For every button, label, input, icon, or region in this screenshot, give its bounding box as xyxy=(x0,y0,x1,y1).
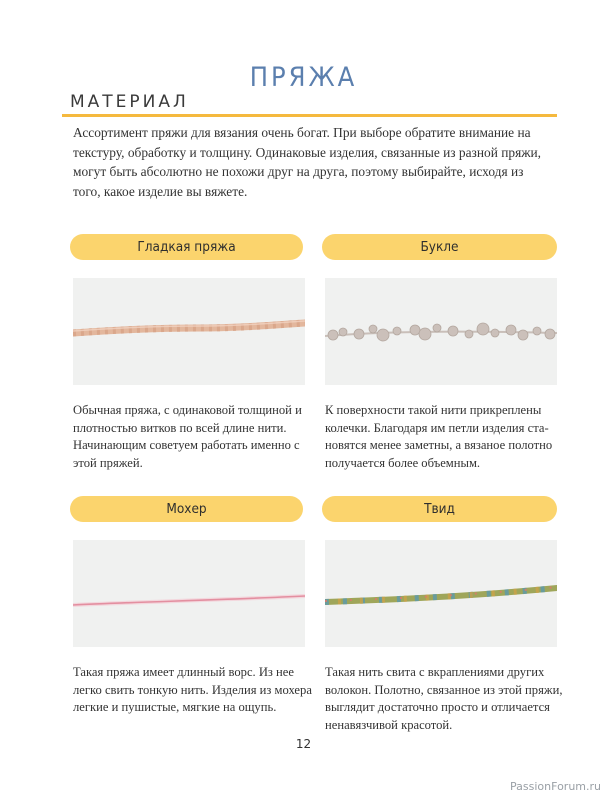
watermark: PassionForum.ru xyxy=(510,780,601,793)
yarn-title-mohair: Мохер xyxy=(70,496,303,522)
section-heading: МАТЕРИАЛ xyxy=(70,92,189,112)
boucle-yarn-photo xyxy=(325,278,557,385)
yarn-title-smooth: Гладкая пряжа xyxy=(70,234,303,260)
yarn-title-boucle: Букле xyxy=(322,234,557,260)
smooth-yarn-description: Обычная пряжа, с одинаковой толщиной и плотностью витков по всей длине нити. Начинающим советуем работать именно с этой пряжей. xyxy=(73,403,302,470)
page-number: 12 xyxy=(295,737,312,751)
mohair-yarn-description: Такая пряжа имеет длинный ворс. Из нее легко свить тонкую нить. Изделия из мохера легкие и пушистые, мягкие на ощупь. xyxy=(73,665,312,714)
yarn-title-tweed: Твид xyxy=(322,496,557,522)
tweed-yarn-photo xyxy=(325,540,557,647)
intro-paragraph: Ассортимент пряжи для вязания очень богат. При выборе обратите внимание на текстуру, обработку и толщину. Одинаковые изделия, связанные из разной пряжи, могут быть абсолютно не похожи друг на друга, поэтому выбирайте, исходя из того, какое изделие вы вяжете. xyxy=(73,125,542,199)
tweed-yarn-description: Такая нить свита с вкраплениями других волокон. Полотно, связанное из этой пряжи, выглядит достаточно просто и отличается ненавязчивой красотой. xyxy=(325,665,563,732)
boucle-yarn-description: К поверхности такой нити прикреплены колечки. Благодаря им петли изделия становятся менее заметны, а вязаное полотно получается более объемным. xyxy=(325,403,553,470)
smooth-yarn-photo xyxy=(73,278,305,385)
mohair-yarn-photo xyxy=(73,540,305,647)
section-divider xyxy=(62,114,557,117)
page-title: ПРЯЖА xyxy=(249,62,358,93)
